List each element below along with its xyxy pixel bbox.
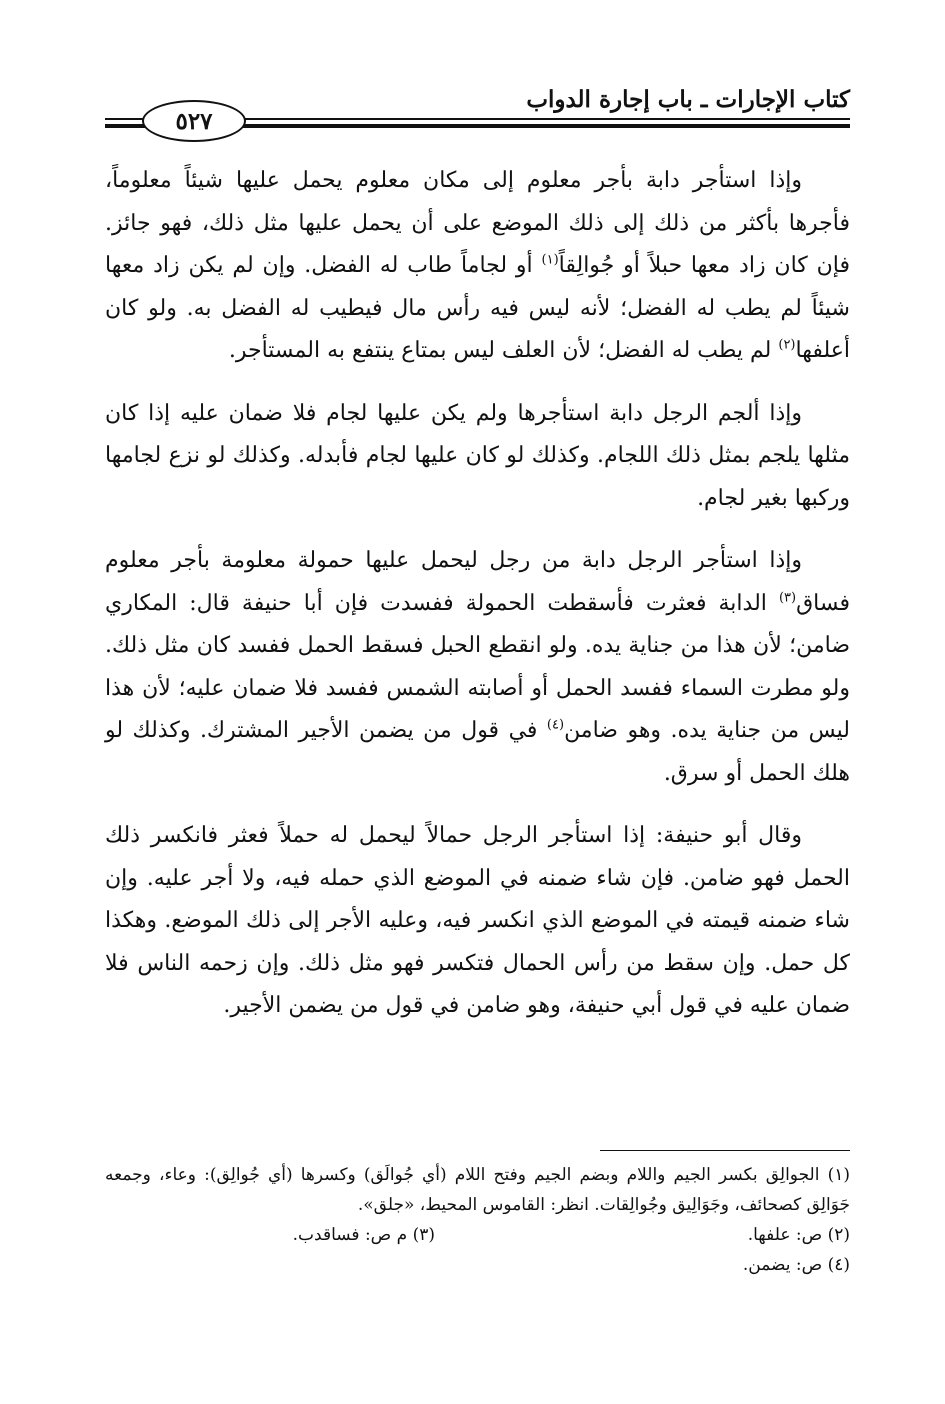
paragraph-2	[105, 393, 850, 521]
footnote-4: (٤) ص: يضمن.	[742, 1255, 850, 1275]
paragraph-text: الدابة فعثرت فأسقطت الحمولة ففسدت فإن أبا حنيفة قال: المكاري ضامن؛ لأن هذا من جناية يده. ولو انقطع الحبل فسقط الحمل ففسد كان مثل ذلك. ولو مطرت السماء ففسد الحمل أو أصابته الشمس ففسد فلا ضمان عليه؛ لأن هذا ليس من جناية يده. وهو ضامن	[105, 590, 850, 743]
paragraph-text: وإذا استأجر دابة بأجر معلوم إلى مكان معلوم يحمل عليها شيئاً معلوماً، فأجرها بأكثر من ذلك إلى ذلك الموضع على أن يحمل عليها مثل ذلك، فهو جائز. فإن كان زاد معها حبلاً أو جُوالِقاً	[105, 168, 850, 278]
footnote-marker-2: (٢)	[778, 337, 796, 353]
footnote-marker-4: (٤)	[546, 717, 565, 733]
running-title: كتاب الإجارات ـ باب إجارة الدواب	[526, 86, 850, 113]
paragraph-3	[105, 540, 850, 795]
main-text	[105, 160, 850, 1048]
footnote-marker-1: (١)	[541, 252, 559, 268]
page-number: ٥٢٧	[142, 100, 246, 142]
paragraph-1	[105, 160, 850, 373]
paragraph-text: وإذا استأجر الرجل دابة من رجل ليحمل عليها حمولة معلومة بأجر معلوم فساق	[105, 548, 850, 616]
footnote-3: (٣) م ص: فساقدب.	[292, 1225, 435, 1245]
footnotes	[105, 1160, 850, 1280]
paragraph-text: وإذا ألجم الرجل دابة استأجرها ولم يكن عليها لجام فلا ضمان عليه إذا كان مثلها يلجم بمثل ذلك اللجام. وكذلك لو كان عليها لجام فأبدله. وكذلك لو نزع لجامها وركبها بغير لجام.	[105, 400, 850, 511]
page-header	[105, 82, 850, 142]
footnote-separator	[600, 1150, 850, 1151]
paragraph-text: في قول من يضمن الأجير المشترك. وكذلك لو هلك الحمل أو سرق.	[105, 718, 850, 786]
paragraph-text: أو لجاماً طاب له الفضل. وإن لم يكن زاد معها شيئاً لم يطب له الفضل؛ لأنه ليس فيه رأس مال فيطيب له الفضل به. ولو كان أعلفها	[105, 253, 850, 363]
footnote-row	[105, 1220, 850, 1250]
footnote-marker-3: (٣)	[778, 590, 797, 606]
footnote-2: (٢) ص: علفها.	[747, 1225, 850, 1245]
paragraph-text: لم يطب له الفضل؛ لأن العلف ليس بمتاع ينتفع به المستأجر.	[228, 338, 779, 363]
paragraph-4	[105, 815, 850, 1028]
footnote-1: (١) الجوالِق بكسر الجيم واللام وبضم الجيم وفتح اللام (أي جُوالَق) وكسرها (أي جُوالِق): وعاء، وجمعه جَوَالِق كصحائف، وجَوَالِيق وجُوالِقات. انظر: القاموس المحيط، «جلق».	[105, 1165, 850, 1215]
paragraph-text: وقال أبو حنيفة: إذا استأجر الرجل حمالاً ليحمل له حملاً فعثر فانكسر ذلك الحمل فهو ضامن. فإن شاء ضمنه في الموضع الذي حمله فيه، ولا أجر عليه. وإن شاء ضمنه قيمته في الموضع الذي انكسر فيه، وعليه الأجر إلى ذلك الموضع. وهكذا كل حمل. وإن سقط من رأس الحمال فتكسر فهو مثل ذلك. وإن زحمه الناس فلا ضمان عليه في قول أبي حنيفة، وهو ضامن في قول من يضمن الأجير.	[105, 823, 850, 1018]
